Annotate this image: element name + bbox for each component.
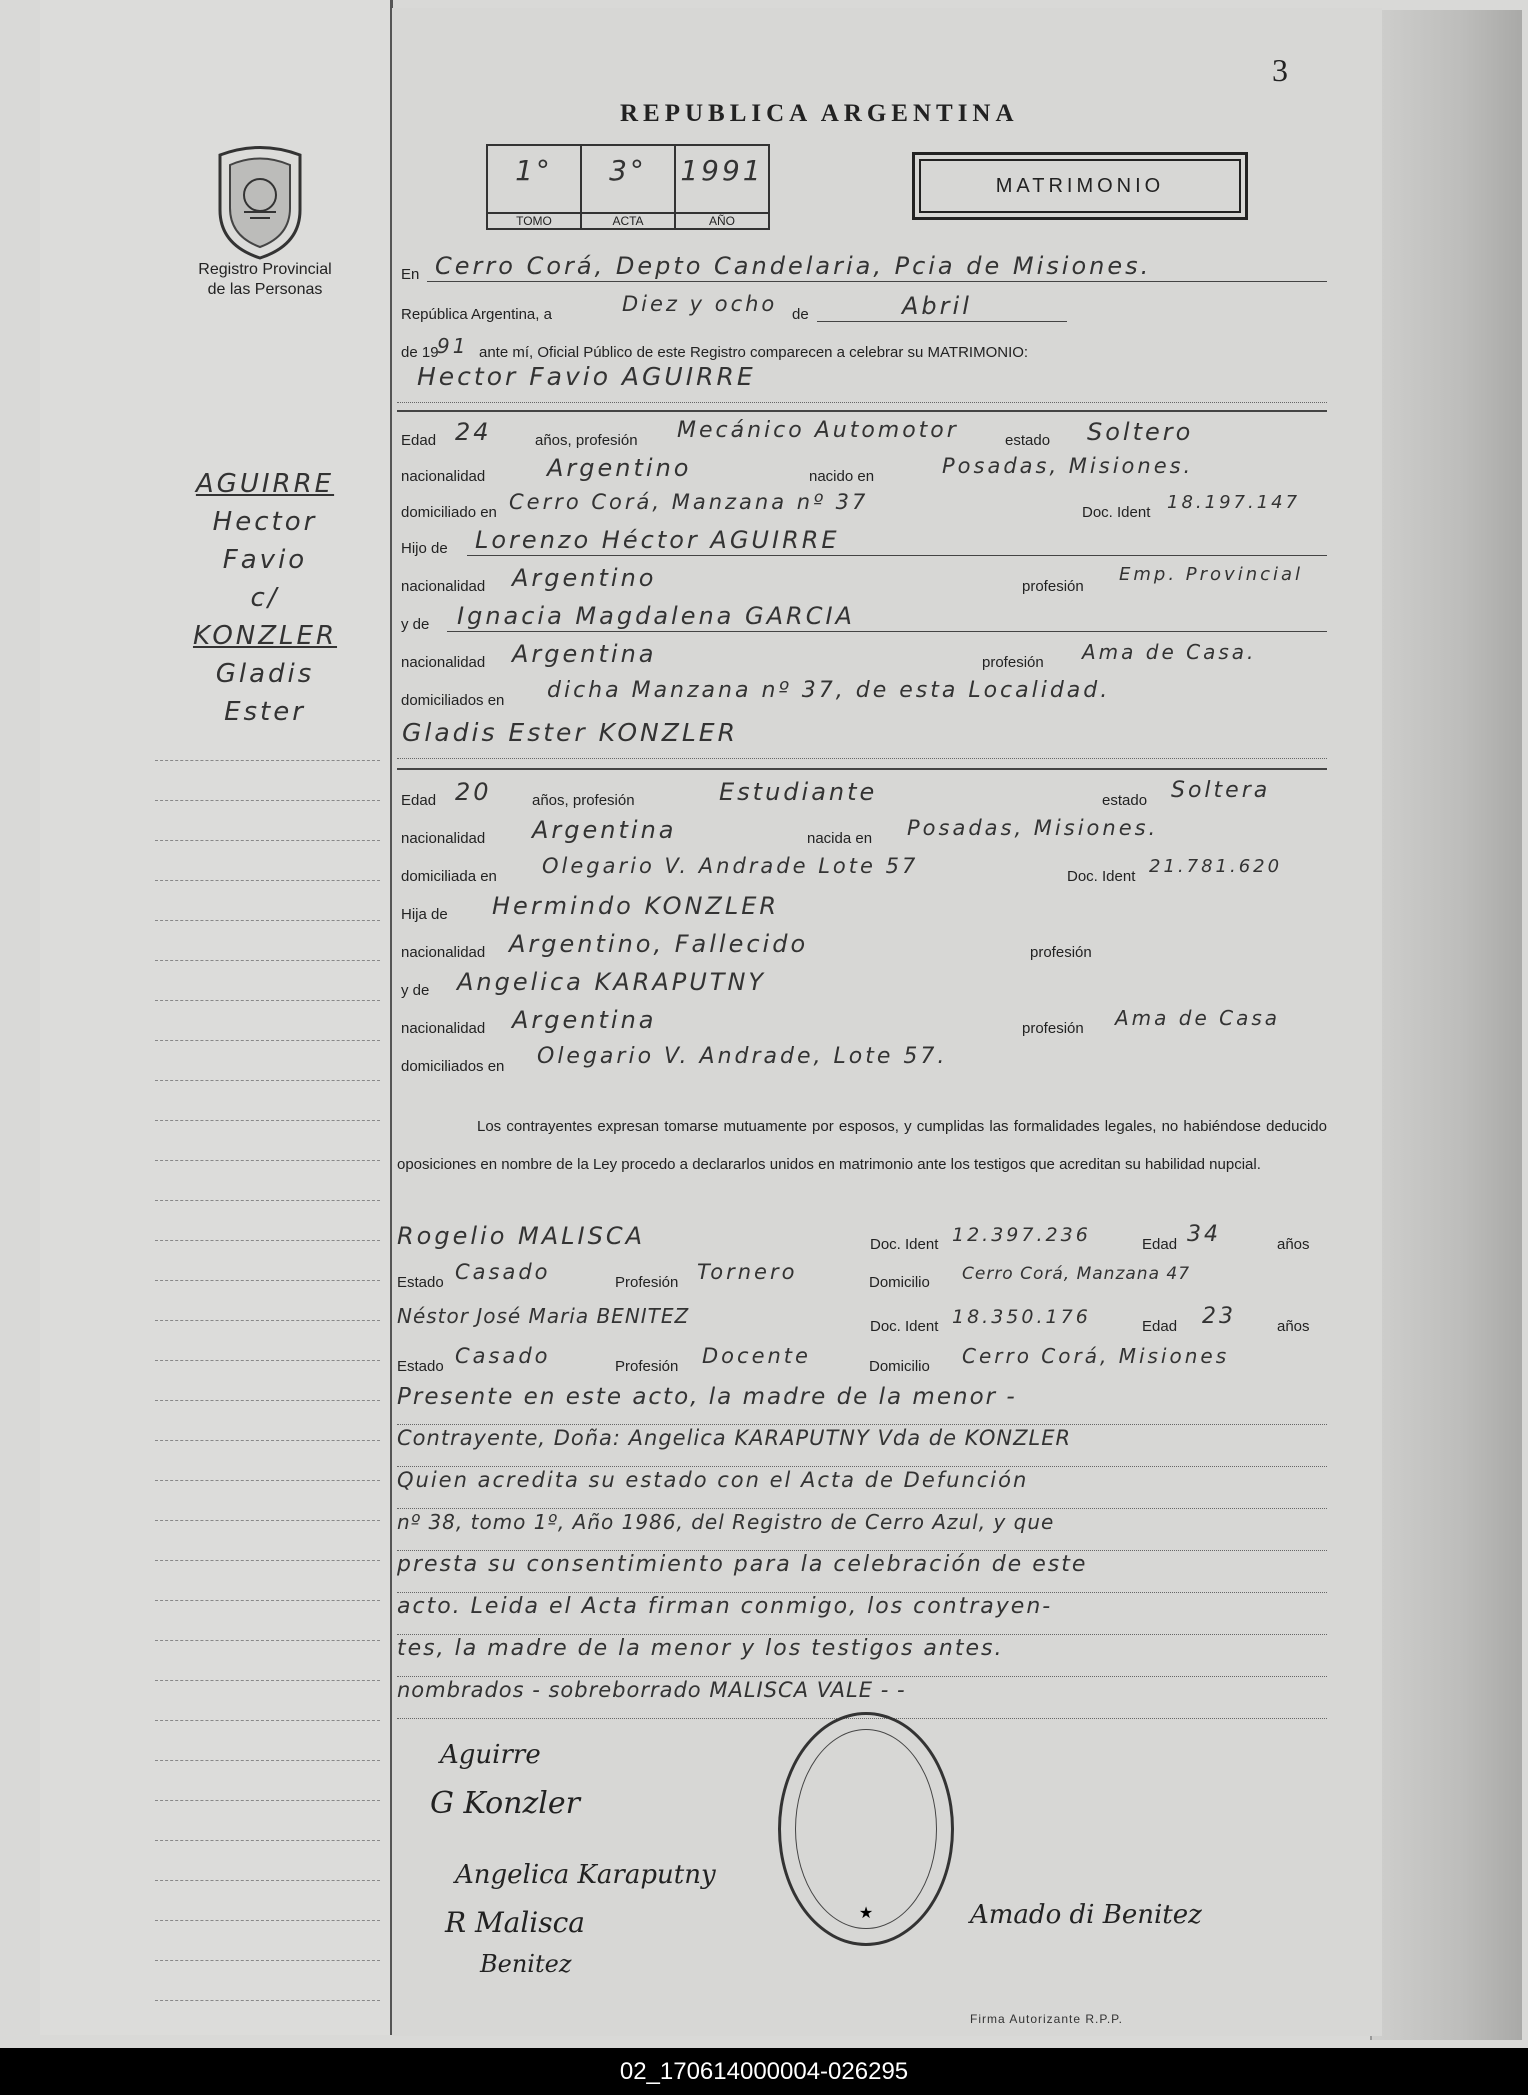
bride-father: Hermindo KONZLER	[492, 892, 780, 920]
margin-rule	[155, 960, 380, 961]
registry-label	[160, 260, 370, 300]
acta-cell	[582, 146, 676, 228]
groom-nationality: Argentino	[547, 454, 692, 482]
bride-status: Soltera	[1171, 778, 1271, 803]
anio-label: AÑO	[676, 212, 768, 228]
page-number: 3	[1272, 52, 1288, 88]
statement-text: ante mí, Oficial Público de este Registro comparecen a celebrar su MATRIMONIO:	[479, 344, 1029, 361]
margin-rule	[155, 1200, 380, 1201]
groom-age-line: Edad 24 años, profesión Mecánico Automotor estado Soltero	[401, 418, 1194, 449]
document-type-box: MATRIMONIO	[912, 152, 1248, 220]
margin-rule	[155, 1840, 380, 1841]
witness1-status: Casado	[455, 1260, 551, 1284]
de-label: de	[792, 306, 809, 323]
margin-rule	[155, 1960, 380, 1961]
margin-rule	[155, 1880, 380, 1881]
bride-age-line: Edad 20 años, profesión Estudiante estado Soltera	[401, 778, 1271, 809]
official-caption: Firma Autorizante R.P.P.	[970, 2012, 1123, 2026]
date-line	[397, 290, 1327, 330]
bride-mother-info-line: nacionalidad Argentina profesión Ama de Casa	[401, 1006, 1281, 1037]
margin-rule	[155, 1760, 380, 1761]
margin-note-line: c/	[250, 583, 280, 613]
margin-rule	[155, 1560, 380, 1561]
margin-rule	[155, 920, 380, 921]
tomo-cell	[488, 146, 582, 228]
place-line	[397, 250, 1327, 290]
margin-note-line: Favio	[222, 545, 308, 575]
bride-profession: Estudiante	[719, 778, 878, 806]
margin-annotation	[150, 465, 380, 731]
signature-3: Angelica Karaputny	[455, 1860, 716, 1890]
margin-rule	[155, 800, 380, 801]
margin-rule	[155, 2000, 380, 2001]
bride-father-line: Hija de Hermindo KONZLER	[401, 892, 780, 923]
note-line: nombrados - sobreborrado MALISCA VALE - -	[397, 1678, 1327, 1719]
bride-name: Gladis Ester KONZLER	[397, 718, 1327, 759]
day-value: Diez y ocho	[622, 292, 778, 316]
bride-father-info-line: nacionalidad Argentino, Fallecido profesión	[401, 930, 1092, 961]
witness1-name: Rogelio MALISCA	[397, 1222, 645, 1250]
witness2-status: Casado	[455, 1344, 551, 1368]
note-line: presta su consentimiento para la celebración de este	[397, 1552, 1327, 1593]
note-line: acto. Leida el Acta firman conmigo, los contrayen-	[397, 1594, 1327, 1635]
margin-rule	[155, 840, 380, 841]
groom-father: Lorenzo Héctor AGUIRRE	[475, 526, 840, 554]
year-value: 91	[437, 334, 469, 358]
registry-label-line1: Registro Provincial	[198, 261, 332, 278]
groom-mother-line: y de Ignacia Magdalena GARCIA	[397, 600, 1327, 640]
registry-label-line2: de las Personas	[207, 281, 323, 298]
margin-rule	[155, 1360, 380, 1361]
signature-2: G Konzler	[430, 1786, 580, 1821]
declaration-text: Los contrayentes expresan tomarse mutuamente por esposos, y cumplidas las formalidades legales, no habiéndose deducido oposiciones en nombre de la Ley procedo a declararlos unidos en matrimonio ante los testigos que acreditan su habilidad nupcial.	[397, 1118, 1327, 1173]
bride-address: Olegario V. Andrade Lote 57	[542, 854, 919, 878]
margin-rule	[155, 1440, 380, 1441]
groom-mother-nationality: Argentina	[512, 640, 657, 668]
witness1-profession: Tornero	[697, 1260, 798, 1284]
margin-rule	[155, 1640, 380, 1641]
witness1-line1: Rogelio MALISCA Doc. Ident 12.397.236 Edad 34 años	[397, 1222, 1310, 1253]
margin-note-line: KONZLER	[192, 621, 338, 651]
groom-father-info-line: nacionalidad Argentino profesión Emp. Provincial	[401, 564, 1304, 595]
witness2-address: Cerro Corá, Misiones	[962, 1344, 1230, 1368]
margin-rule	[155, 1400, 380, 1401]
margin-rule	[155, 1000, 380, 1001]
month-value: Abril	[902, 292, 972, 320]
bride-mother-profession: Ama de Casa	[1115, 1006, 1281, 1030]
tomo-label: TOMO	[488, 212, 580, 228]
margin-rule	[155, 1800, 380, 1801]
note-line: tes, la madre de la menor y los testigos antes.	[397, 1636, 1327, 1677]
bride-address-line: domiciliada en Olegario V. Andrade Lote 57 Doc. Ident 21.781.620	[401, 854, 1283, 885]
margin-note-line: AGUIRRE	[195, 469, 335, 499]
bride-nationality: Argentina	[532, 816, 677, 844]
margin-rule	[155, 1240, 380, 1241]
margin-rule	[155, 1080, 380, 1081]
note-line: nº 38, tomo 1º, Año 1986, del Registro de Cerro Azul, y que	[397, 1510, 1327, 1551]
year-prefix: de 19	[401, 344, 439, 361]
page-title: REPUBLICA ARGENTINA	[620, 100, 1019, 127]
note-line: Quien acredita su estado con el Acta de Defunción	[397, 1468, 1327, 1509]
note-line: Presente en este acto, la madre de la menor -	[397, 1384, 1327, 1425]
margin-rule	[155, 1680, 380, 1681]
witness2-profession: Docente	[702, 1344, 811, 1368]
witness1-doc: 12.397.236	[952, 1224, 1091, 1246]
bride-parents-address-line: domiciliados en Olegario V. Andrade, Lote 57.	[401, 1044, 948, 1075]
margin-rule	[155, 1520, 380, 1521]
bride-mother-nationality: Argentina	[512, 1006, 657, 1034]
official-signature: Amado di Benitez	[970, 1900, 1202, 1930]
groom-address: Cerro Corá, Manzana nº 37	[509, 490, 869, 514]
witness2-doc: 18.350.176	[952, 1306, 1091, 1328]
note-line: Contrayente, Doña: Angelica KARAPUTNY Vda de KONZLER	[397, 1426, 1327, 1467]
groom-status: Soltero	[1087, 418, 1194, 446]
book-page-edges	[1370, 10, 1522, 2040]
groom-parents-address: dicha Manzana nº 37, de esta Localidad.	[547, 678, 1111, 703]
witness1-address: Cerro Corá, Manzana 47	[962, 1264, 1191, 1284]
witness1-age: 34	[1187, 1222, 1221, 1247]
groom-father-nationality: Argentino	[512, 564, 657, 592]
margin-rule	[155, 1160, 380, 1161]
record-number-box	[486, 144, 770, 230]
witness2-name: Néstor José Maria BENITEZ	[397, 1304, 690, 1328]
signature-5: Benitez	[480, 1950, 572, 1978]
margin-rule	[155, 880, 380, 881]
tomo-value: 1°	[515, 154, 553, 187]
star-icon: ★	[858, 1905, 874, 1922]
groom-address-line: domiciliado en Cerro Corá, Manzana nº 37 Doc. Ident 18.197.147	[401, 490, 1301, 521]
margin-rule	[155, 1120, 380, 1121]
bride-age: 20	[455, 778, 492, 806]
witness2-line1: Néstor José Maria BENITEZ Doc. Ident 18.350.176 Edad 23 años	[397, 1304, 1310, 1335]
margin-rule	[155, 1920, 380, 1921]
margin-note-line: Ester	[224, 697, 306, 727]
margin-note-line: Gladis	[215, 659, 315, 689]
groom-nationality-line: nacionalidad Argentino nacido en Posadas, Misiones.	[401, 454, 1194, 485]
en-label: En	[401, 266, 420, 283]
groom-mother-info-line: nacionalidad Argentina profesión Ama de Casa.	[401, 640, 1257, 671]
anio-cell	[676, 146, 768, 228]
margin-rule	[155, 1280, 380, 1281]
margin-rule	[155, 1600, 380, 1601]
margin-rule	[155, 1320, 380, 1321]
provincial-seal-icon	[210, 140, 310, 260]
bride-nationality-line: nacionalidad Argentina nacida en Posadas, Misiones.	[401, 816, 1159, 847]
bride-father-nationality: Argentino, Fallecido	[509, 930, 809, 958]
image-id-footer: 02_170614000004-026295	[0, 2048, 1528, 2095]
margin-rule	[155, 1720, 380, 1721]
groom-age: 24	[455, 418, 492, 446]
groom-profession: Mecánico Automotor	[677, 418, 959, 443]
bride-mother: Angelica KARAPUTNY	[457, 968, 767, 996]
anio-value: 1991	[680, 154, 764, 187]
place-value: Cerro Corá, Depto Candelaria, Pcia de Misiones.	[435, 252, 1152, 280]
groom-father-profession: Emp. Provincial	[1119, 564, 1304, 585]
groom-father-line: Hijo de Lorenzo Héctor AGUIRRE	[397, 524, 1327, 564]
groom-parents-address-line: domiciliados en dicha Manzana nº 37, de esta Localidad.	[401, 678, 1111, 709]
acta-value: 3°	[609, 154, 647, 187]
left-margin-column	[40, 0, 393, 2035]
groom-mother: Ignacia Magdalena GARCIA	[457, 602, 855, 630]
bride-parents-address: Olegario V. Andrade, Lote 57.	[537, 1044, 948, 1069]
registry-stamp	[778, 1712, 954, 1946]
margin-rule	[155, 1480, 380, 1481]
margin-rule	[155, 1040, 380, 1041]
witness1-line2: Estado Casado Profesión Tornero Domicilio Cerro Corá, Manzana 47	[397, 1260, 1191, 1291]
witness2-line2: Estado Casado Profesión Docente Domicilio Cerro Corá, Misiones	[397, 1344, 1230, 1375]
groom-mother-profession: Ama de Casa.	[1082, 640, 1257, 664]
bride-birthplace: Posadas, Misiones.	[907, 816, 1159, 840]
signature-4: R Malisca	[445, 1906, 585, 1939]
signature-1: Aguirre	[440, 1740, 541, 1770]
acta-label: ACTA	[582, 212, 674, 228]
republica-label: República Argentina, a	[401, 306, 552, 323]
groom-birthplace: Posadas, Misiones.	[942, 454, 1194, 478]
witness2-age: 23	[1202, 1304, 1236, 1329]
margin-rule	[155, 760, 380, 761]
groom-name: Hector Favio AGUIRRE	[397, 362, 1327, 403]
margin-note-line: Hector	[212, 507, 318, 537]
bride-doc: 21.781.620	[1149, 856, 1283, 877]
bride-mother-line: y de Angelica KARAPUTNY	[401, 968, 767, 999]
groom-doc: 18.197.147	[1167, 492, 1301, 513]
